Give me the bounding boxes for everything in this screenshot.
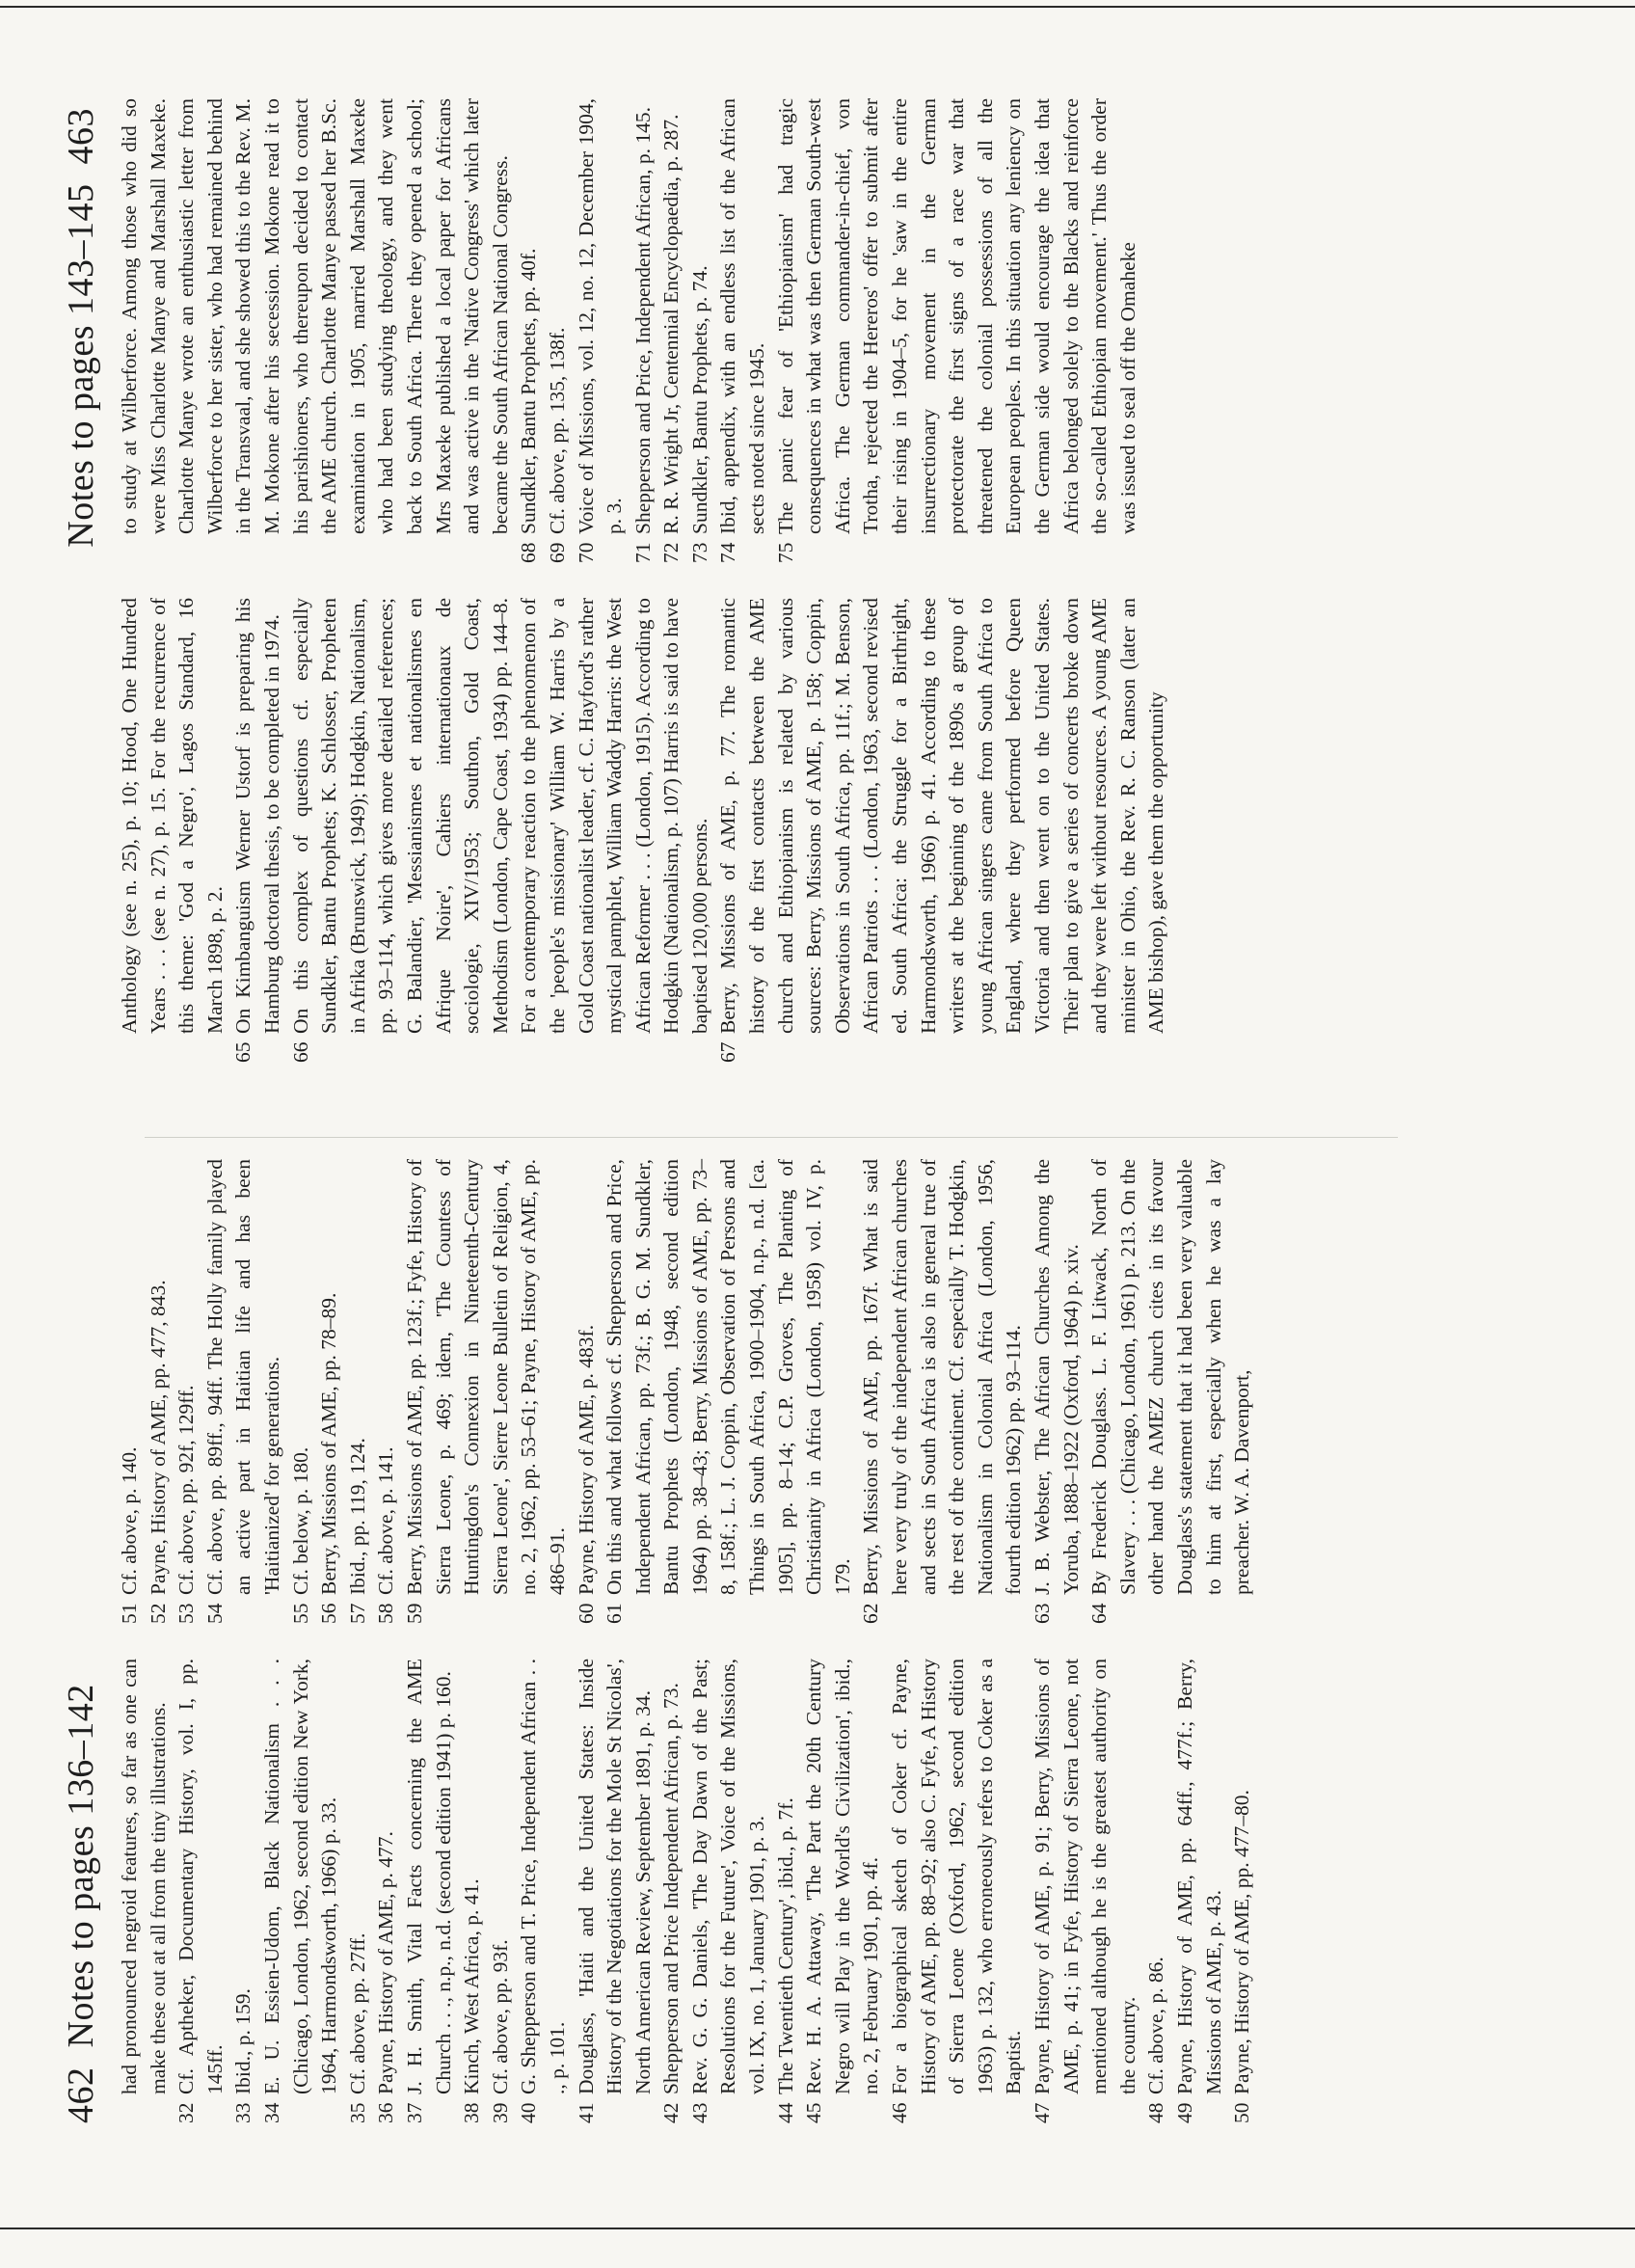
footnote-text: Payne, History of AME, pp. 64ff., 477f.; Berry, Missions of AME, p. 43. [1172, 1659, 1225, 2094]
columns-right [116, 98, 1171, 1063]
footnote-number: 38 [460, 2102, 484, 2123]
footnote-text: Ibid., pp. 119, 124. [345, 1438, 369, 1595]
footnote-text: Payne, History of AME, p. 91; Berry, Missions of AME, p. 41; in Fyfe, History of Sierra Leone, not mentioned although he is the greatest authority on the country. [1031, 1659, 1139, 2094]
footnote-number: 53 [174, 1603, 199, 1624]
footnote [229, 1659, 258, 2123]
column-left-1 [116, 1659, 1257, 2123]
footnote [1228, 1659, 1257, 2123]
footnote-continuation [116, 1659, 173, 2123]
footnote-text: Berry, Missions of AME, pp. 78–89. [317, 1292, 341, 1595]
footnote [401, 1659, 458, 2123]
running-head-right [60, 98, 102, 1063]
footnote-number: 66 [288, 1041, 312, 1063]
footnote [1171, 1659, 1228, 2123]
footnote-text: On this and what follows cf. Shepperson and Price, Independent African, pp. 73f.; B. G. M. Sundkler, Bantu Prophets (London, 1948, second edition 1964) pp. 38–43; Berry, Missions of AME, pp. 73–8, 158f.; L. J. Coppin, Observation of Persons and Things in South Africa, 1900–1904, n.p., n.d. [ca. 1905], pp. 8–14; C.P. Groves, The Planting of Christianity in Africa (London, 1958) vol. IV, p. 179. [603, 1159, 854, 1595]
footnote [515, 98, 544, 563]
footnote [116, 1159, 145, 1624]
footnote-number: 33 [231, 2102, 255, 2123]
footnote-number: 58 [374, 1603, 398, 1624]
footnote [857, 1159, 1029, 1624]
footnote [714, 598, 1171, 1063]
footnote [800, 1659, 886, 2123]
footnote-number: 54 [202, 1603, 227, 1624]
footnote-number: 37 [402, 2102, 426, 2123]
footnote-text: For a biographical sketch of Coker cf. Payne, History of AME, pp. 88–92; also C. Fyfe, A History of Sierra Leone (Oxford, 1962, second edition 1963) p. 132, who erroneously refers to Coker as a Baptist. [888, 1659, 1026, 2094]
footnote-number: 36 [374, 2102, 398, 2123]
footnote-number: 51 [118, 1603, 141, 1624]
footnote-text: Cf. above, pp. 89ff., 94ff. The Holly family played an active part in Haitian life and has been 'Haitianized' for generations. [202, 1159, 283, 1595]
footnote-text: Rev. H. A. Attaway, 'The Part the 20th Century Negro will Play in the World's Civilization', ibid., no. 2, February 1901, pp. 4f. [802, 1659, 883, 2094]
footnote-number: 44 [773, 2102, 797, 2123]
footnote-text: Cf. above, pp. 92f, 129ff. [174, 1385, 199, 1595]
footnote-number: 60 [574, 1603, 598, 1624]
footnote-number: 34 [259, 2102, 283, 2123]
footnote-text: Rev. G. G. Daniels, 'The Day Dawn of the Past; Resolutions for the Future', Voice of the Missions, vol. IX, no. 1, January 1901, p. 3. [687, 1659, 769, 2094]
footnote-text: On this complex of questions cf. especially Sundkler, Bantu Prophets; K. Schlosser, Propheten in Afrika (Brunswick, 1949); Hodgkin, Nationalism, pp. 93–114, which gives more detailed references; G. Balandier, 'Messianismes et nationalismes en Afrique Noire', Cahiers internationaux de sociologie, XIV/1953; Southon, Gold Coast, Methodism (London, Cape Coast, 1934) pp. 144–8. For a contemporary reaction to the phenomenon of the 'people's missionary' William W. Harris by a Gold Coast nationalist leader, cf. C. Hayford's rather mystical pamphlet, William Waddy Harris: the West African Reformer . . . (London, 1915). According to Hodgkin (Nationalism, p. 107) Harris is said to have baptised 120,000 persons. [288, 598, 711, 1034]
footnote-text: had pronounced negroid features, so far as one can make these out at all from the tiny illustrations. [118, 1659, 170, 2094]
footnote-text: Payne, History of AME, p. 477. [374, 1831, 398, 2094]
footnote [145, 1159, 174, 1624]
footnote [315, 1159, 344, 1624]
footnote-number: 52 [146, 1603, 170, 1624]
footnote-number: 56 [317, 1603, 341, 1624]
footnote-continuation [116, 98, 515, 563]
page-number-left: 462 [61, 2066, 101, 2123]
column-right-2 [116, 98, 1171, 563]
footnote [686, 1659, 772, 2123]
columns-left [116, 1159, 1257, 2123]
footnote-number: 41 [574, 2102, 598, 2123]
footnote-number: 70 [574, 542, 598, 563]
footnote-number: 45 [802, 2102, 826, 2123]
footnote-text: Cf. above, p. 141. [374, 1446, 398, 1595]
footnote [657, 1659, 686, 2123]
column-left-2 [116, 1159, 1257, 1624]
footnote-number: 74 [716, 542, 740, 563]
footnote-text: G. Shepperson and T. Price, Independent African . . ., p. 101. [517, 1659, 569, 2094]
footnote-text: Ibid, appendix, with an endless list of the African sects noted since 1945. [716, 98, 769, 534]
footnote-text: The panic fear of 'Ethiopianism' had tragic consequences in what was then German South-west Africa. The German commander-in-chief, von Trotha, rejected the Hereros' offer to submit after their rising in 1904–5, for he 'saw in the entire insurrectionary movement in the German protectorate the first signs of a race war that threatened the colonial possessions of all the European peoples. In this situation any leniency on the German side would encourage the idea that Africa belonged solely to the Blacks and reinforce the so-called Ethiopian movement.' Thus the order was issued to seal off the Omaheke [773, 98, 1139, 534]
footnote-number: 43 [687, 2102, 711, 2123]
footnote [487, 1659, 516, 2123]
footnote [657, 98, 686, 563]
footnote [601, 1159, 857, 1624]
footnote [573, 98, 630, 563]
footnote-text: Cf. above, p. 86. [1144, 1957, 1168, 2094]
page-right [60, 98, 1171, 1063]
footnote [372, 1159, 401, 1624]
running-head-title-left: Notes to pages 136–142 [61, 1684, 101, 2048]
page-left [60, 1159, 1257, 2123]
footnote [287, 1159, 316, 1624]
footnote [544, 98, 573, 563]
footnote [372, 1659, 401, 2123]
footnote-number: 46 [888, 2102, 912, 2123]
footnote-text: Sundkler, Bantu Prophets, p. 74. [687, 265, 711, 534]
footnote-text: Cf. above, p. 140. [118, 1446, 141, 1595]
footnote [458, 1659, 487, 2123]
footnote-number: 71 [630, 542, 655, 563]
footnote-text: Douglass, 'Haiti and the United States: Inside History of the Negotiations for the Mole St Nicolas', North American Review, September 1891, p. 34. [574, 1659, 655, 2094]
footnote-number: 63 [1031, 1603, 1054, 1624]
footnote-text: Sundkler, Bantu Prophets, pp. 40f. [517, 248, 541, 534]
footnote-text: Cf. Aptheker, Documentary History, vol. I, pp. 145ff. [174, 1659, 227, 2094]
footnote-text: Payne, History of AME, pp. 477, 843. [146, 1280, 170, 1595]
footnote-number: 42 [659, 2102, 683, 2123]
footnote-text: Cf. above, pp. 135, 138f. [545, 327, 569, 534]
footnote-number: 39 [488, 2102, 512, 2123]
footnote-text: Payne, History of AME, pp. 477–80. [1230, 1790, 1254, 2094]
footnote-text: Berry, Missions of AME, pp. 123f.; Fyfe, History of Sierra Leone, p. 469; idem, 'The Countess of Huntingdon's Connexion in Nineteenth-Century Sierra Leone', Sierre Leone Bulletin of Religion, 4, no. 2, 1962, pp. 53–61; Payne, History of AME, pp. 486–91. [402, 1159, 569, 1595]
footnote [573, 1159, 602, 1624]
footnote [573, 1659, 658, 2123]
footnote [401, 1159, 573, 1624]
footnote-text: Cf. above, pp. 27ff. [345, 1932, 369, 2094]
footnote-text: E. U. Essien-Udom, Black Nationalism . . . (Chicago, London, 1962, second edition New York, 1964, Harmondsworth, 1966) p. 33. [259, 1659, 341, 2094]
footnote-number: 48 [1144, 2102, 1168, 2123]
footnote-text: On Kimbanguism Werner Ustorf is preparing his Hamburg doctoral thesis, to be completed in 1974. [231, 598, 283, 1034]
footnote-text: J. B. Webster, The African Churches Among the Yoruba, 1888–1922 (Oxford, 1964) p. xiv. [1031, 1159, 1083, 1595]
column-right-1 [116, 598, 1171, 1063]
footnote-number: 50 [1230, 2102, 1254, 2123]
footnote [201, 1159, 287, 1624]
footnote [1086, 1159, 1257, 1624]
footnote-number: 64 [1087, 1603, 1112, 1624]
footnote-number: 72 [659, 542, 683, 563]
footnote-text: By Frederick Douglass. L. F. Litwack, North of Slavery . . . (Chicago, London, 1961) p. 213. On the other hand the AMEZ church cites in its favour Douglass's statement that it had been very valuable to him at first, especially when he was a lay preacher. W. A. Davenport, [1087, 1159, 1254, 1595]
footnote-text: Cf. below, p. 180. [288, 1446, 312, 1595]
footnote [630, 98, 658, 563]
footnote [772, 98, 1143, 563]
footnote-number: 68 [517, 542, 541, 563]
running-head-title-right: Notes to pages 143–145 [61, 183, 101, 548]
footnote [344, 1159, 373, 1624]
footnote-number: 62 [859, 1603, 883, 1624]
footnote-text: J. H. Smith, Vital Facts concerning the AME Church . . ., n.p., n.d. (second edition 1941) p. 160. [402, 1659, 455, 2094]
footnote-number: 32 [174, 2102, 199, 2123]
footnote [287, 598, 715, 1063]
footnote-number: 57 [345, 1603, 369, 1624]
footnote-number: 40 [517, 2102, 541, 2123]
footnote-number: 61 [603, 1603, 627, 1624]
footnote [344, 1659, 373, 2123]
footnote [1029, 1659, 1142, 2123]
footnote [258, 1659, 344, 2123]
footnote-text: Anthology (see n. 25), p. 10; Hood, One Hundred Years . . . (see n. 27), p. 15. For the recurrence of this theme: 'God a Negro', Lagos Standard, 16 March 1898, p. 2. [118, 598, 227, 1034]
footnote [173, 1659, 229, 2123]
footnote-text: to study at Wilberforce. Among those who did so were Miss Charlotte Manye and Marshall Maxeke. Charlotte Manye wrote an enthusiastic letter from Wilberforce to her sister, who had remained behind in the Transvaal, and she showed this to the Rev. M. M. Mokone after his secession. Mokone read it to his parishioners, who thereupon decided to contact the AME church. Charlotte Manye passed her B.Sc. examination in 1905, married Marshall Maxeke who had been studying theology, and they went back to South Africa. There they opened a school; Mrs Maxeke published a local paper for Africans and was active in the 'Native Congress' which later became the South African National Congress. [118, 98, 512, 534]
footnote-number: 59 [402, 1603, 426, 1624]
footnote-number: 69 [545, 542, 569, 563]
footnote [686, 98, 715, 563]
footnote-continuation [116, 598, 229, 1063]
footnote-text: Berry, Missions of AME, p. 77. The romantic history of the first contacts between the AME church and Ethiopianism is related by various sources: Berry, Missions of AME, p. 158; Coppin, Observations in South Africa, pp. 11f.; M. Benson, African Patriots . . . (London, 1963, second revised ed. South Africa: the Struggle for a Birthright, Harmondsworth, 1966) p. 41. According to these writers at the beginning of the 1890s a group of young African singers came from South Africa to England, where they performed before Queen Victoria and then went on to the United States. Their plan to give a series of concerts broke down and they were left without resources. A young AME minister in Ohio, the Rev. R. C. Ranson (later an AME bishop), gave them the opportunity [716, 598, 1168, 1034]
footnote-number: 49 [1172, 2102, 1196, 2123]
footnote [1142, 1659, 1171, 2123]
footnote-number: 75 [773, 542, 797, 563]
footnote-text: Shepperson and Price Independent African, p. 73. [659, 1683, 683, 2094]
footnote-text: Cf. above, pp. 93f. [488, 1939, 512, 2094]
footnote-number: 73 [687, 542, 711, 563]
footnote [229, 598, 286, 1063]
footnote-text: Ibid., p. 159. [231, 1988, 255, 2094]
footnote [173, 1159, 201, 1624]
footnote [714, 98, 771, 563]
footnote-text: Voice of Missions, vol. 12, no. 12, December 1904, p. 3. [574, 98, 627, 534]
footnote-text: R. R. Wright Jr, Centennial Encyclopaedia, p. 287. [659, 114, 683, 534]
gutter-divider [145, 1137, 1398, 1138]
footnote-text: Berry, Missions of AME, pp. 167f. What is said here very truly of the independent African churches and sects in South Africa is also in general true of the rest of the continent. Cf. especially T. Hodgkin, Nationalism in Colonial Africa (London, 1956, fourth edition 1962) pp. 93–114. [859, 1159, 1026, 1595]
footnote-text: The Twentieth Century', ibid., p. 7f. [773, 1797, 797, 2094]
footnote [1029, 1159, 1086, 1624]
footnote [772, 1659, 801, 2123]
footnote-number: 47 [1031, 2102, 1054, 2123]
footnote-number: 35 [345, 2102, 369, 2123]
footnote-number: 55 [288, 1603, 312, 1624]
footnote-number: 67 [716, 1041, 740, 1063]
page-number-right: 463 [61, 108, 101, 165]
running-head-left [60, 1159, 102, 2123]
footnote-text: Payne, History of AME, p. 483f. [574, 1324, 598, 1595]
footnote-text: Kinch, West Africa, p. 41. [460, 1878, 484, 2094]
footnote [515, 1659, 572, 2123]
footnote-text: Shepperson and Price, Independent African, p. 145. [630, 106, 655, 534]
footnote-number: 65 [231, 1041, 255, 1063]
footnote [886, 1659, 1029, 2123]
